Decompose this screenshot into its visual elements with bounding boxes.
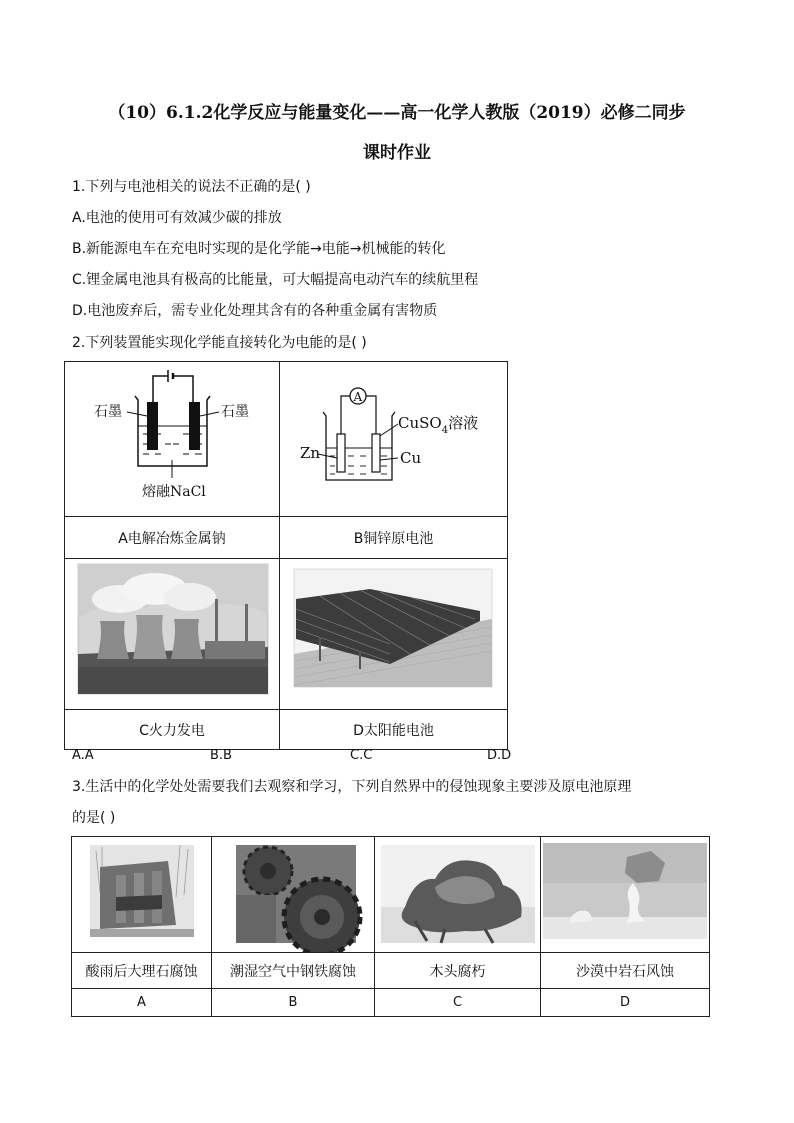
q2-answer-b: B.B bbox=[210, 748, 232, 763]
q2-caption-c: C火力发电 bbox=[65, 710, 280, 750]
q3-caption-d: 沙漠中岩石风蚀 bbox=[541, 953, 710, 989]
q3-letter-b: B bbox=[212, 989, 375, 1017]
diagram-a-right-label: 石墨 bbox=[221, 404, 249, 420]
q3-letter-d: D bbox=[541, 989, 710, 1017]
q2-caption-b: B铜锌原电池 bbox=[280, 517, 508, 559]
galvanic-cell-diagram bbox=[280, 362, 507, 512]
q1-stem: 1.下列与电池相关的说法不正确的是( ) bbox=[72, 179, 311, 195]
q2-table bbox=[64, 361, 508, 750]
q1-option-d: D.电池废弃后，需专业化处理其含有的各种重金属有害物质 bbox=[72, 303, 438, 319]
q2-cell-photo-d bbox=[280, 559, 508, 710]
q3-cell-photo-b bbox=[212, 837, 375, 953]
title-line-2: 课时作业 bbox=[363, 143, 431, 163]
q1-option-b: B.新能源电车在充电时实现的是化学能→电能→机械能的转化 bbox=[72, 241, 446, 257]
q3-caption-a: 酸雨后大理石腐蚀 bbox=[72, 953, 212, 989]
q2-cell-diagram-b bbox=[280, 362, 508, 517]
q3-stem-line-2: 的是( ) bbox=[72, 810, 116, 826]
electrolysis-diagram bbox=[65, 362, 279, 512]
steel-gear-photo bbox=[212, 837, 374, 952]
q3-caption-c: 木头腐朽 bbox=[375, 953, 541, 989]
q2-answer-c: C.C bbox=[350, 748, 373, 763]
q1-option-a: A.电池的使用可有效减少碳的排放 bbox=[72, 210, 282, 226]
q2-cell-diagram-a bbox=[65, 362, 280, 517]
marble-corrosion-photo bbox=[72, 837, 211, 952]
ammeter-label: A bbox=[353, 390, 363, 404]
q3-cell-photo-c bbox=[375, 837, 541, 953]
q3-letter-c: C bbox=[375, 989, 541, 1017]
desert-rock-photo bbox=[541, 837, 709, 952]
solar-panel-photo bbox=[280, 559, 507, 709]
diagram-a-left-label: 石墨 bbox=[94, 404, 122, 420]
q3-cell-photo-a bbox=[72, 837, 212, 953]
q3-cell-photo-d bbox=[541, 837, 710, 953]
rotten-wood-photo bbox=[375, 837, 540, 952]
q2-answer-d: D.D bbox=[487, 748, 512, 763]
q2-stem: 2.下列装置能实现化学能直接转化为电能的是( ) bbox=[72, 335, 367, 351]
q1-option-c: C.锂金属电池具有极高的比能量，可大幅提高电动汽车的续航里程 bbox=[72, 272, 479, 288]
q2-caption-a: A电解冶炼金属钠 bbox=[65, 517, 280, 559]
q2-caption-d: D太阳能电池 bbox=[280, 710, 508, 750]
title-line-1: （10）6.1.2化学反应与能量变化——高一化学人教版（2019）必修二同步 bbox=[108, 103, 686, 123]
q3-table bbox=[71, 836, 710, 1017]
power-plant-photo bbox=[65, 559, 279, 709]
zn-label: Zn bbox=[300, 444, 321, 462]
q2-answer-a: A.A bbox=[72, 748, 94, 763]
q2-cell-photo-c bbox=[65, 559, 280, 710]
solution-label: CuSO$_4$溶液 bbox=[398, 414, 479, 436]
diagram-a-bottom-label: 熔融NaCl bbox=[142, 484, 206, 500]
q3-caption-b: 潮湿空气中钢铁腐蚀 bbox=[212, 953, 375, 989]
q3-stem-line-1: 3.生活中的化学处处需要我们去观察和学习，下列自然界中的侵蚀现象主要涉及原电池原理 bbox=[72, 779, 632, 795]
q3-letter-a: A bbox=[72, 989, 212, 1017]
cu-label: Cu bbox=[400, 449, 422, 467]
